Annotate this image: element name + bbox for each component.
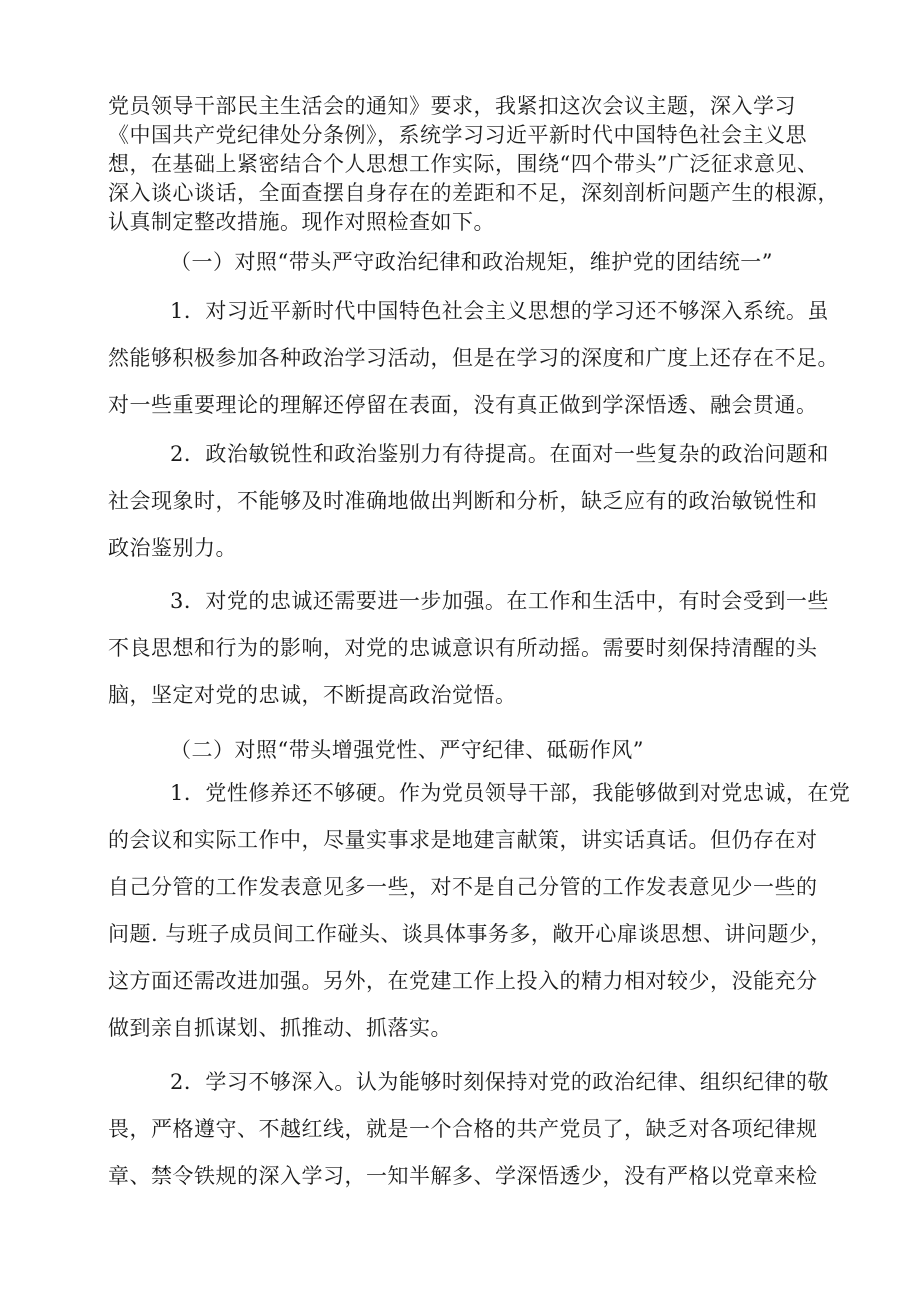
text-line: 对一些重要理论的理解还停留在表面，没有真正做到学深悟透、融会贯通。 — [108, 393, 818, 417]
text-line: 的会议和实际工作中，尽量实事求是地建言献策，讲实话真话。但仍存在对 — [108, 828, 818, 852]
text-line: 1．对习近平新时代中国特色社会主义思想的学习还不够深入系统。虽 — [170, 299, 829, 323]
text-line: 做到亲自抓谋划、抓推动、抓落实。 — [108, 1016, 452, 1040]
text-line: 不良思想和行为的影响，对党的忠诚意识有所动摇。需要时刻保持清醒的头 — [108, 636, 818, 660]
section2-item-2 — [108, 1059, 829, 1200]
text-line: 《中国共产党纪律处分条例》，系统学习习近平新时代中国特色社会主义思 — [108, 123, 807, 147]
section1-item-3 — [108, 578, 829, 719]
text-line: 3．对党的忠诚还需要进一步加强。在工作和生活中，有时会受到一些 — [170, 589, 829, 613]
text-line: 政治鉴别力。 — [108, 536, 237, 560]
text-line: 认真制定整改措施。现作对照检查如下。 — [108, 210, 495, 234]
text-line: 党员领导干部民主生活会的通知》要求，我紧扣这次会议主题，深入学习 — [108, 94, 796, 118]
text-line: 想，在基础上紧密结合个人思想工作实际，围绕“四个带头”广泛征求意见、 — [108, 152, 819, 176]
section-heading-1: （一）对照“带头严守政治纪律和政治规矩，维护党的团结统一” — [170, 250, 773, 274]
intro-paragraph — [108, 92, 839, 237]
text-line: 深入谈心谈话，全面查摆自身存在的差距和不足，深刻剖析问题产生的根源， — [108, 181, 839, 205]
text-line: 2．政治敏锐性和政治鉴别力有待提高。在面对一些复杂的政治问题和 — [170, 442, 829, 466]
text-line: 1．党性修养还不够硬。作为党员领导干部，我能够做到对党忠诚，在党 — [170, 781, 851, 805]
text-line: 章、禁令铁规的深入学习，一知半解多、学深悟透少，没有严格以党章来检 — [108, 1164, 818, 1188]
text-line: 社会现象时，不能够及时准确地做出判断和分析，缺乏应有的政治敏锐性和 — [108, 489, 818, 513]
text-line: 2．学习不够深入。认为能够时刻保持对党的政治纪律、组织纪律的敬 — [170, 1070, 829, 1094]
text-line: 自己分管的工作发表意见多一些，对不是自己分管的工作发表意见少一些的 — [108, 875, 818, 899]
text-line: 脑，坚定对党的忠诚，不断提高政治觉悟。 — [108, 683, 517, 707]
text-line: 问题. 与班子成员间工作碰头、谈具体事务多，敞开心扉谈思想、讲问题少， — [108, 922, 832, 946]
text-line: 畏，严格遵守、不越红线，就是一个合格的共产党员了，缺乏对各项纪律规 — [108, 1117, 818, 1141]
text-line: 这方面还需改进加强。另外，在党建工作上投入的精力相对较少，没能充分 — [108, 969, 818, 993]
text-line: 然能够积极参加各种政治学习活动，但是在学习的深度和广度上还存在不足。 — [108, 346, 839, 370]
section-heading-2: （二）对照“带头增强党性、严守纪律、砥砺作风” — [170, 738, 644, 762]
section1-item-2 — [108, 431, 829, 572]
section2-item-1 — [108, 770, 851, 1052]
section1-item-1 — [108, 288, 839, 429]
